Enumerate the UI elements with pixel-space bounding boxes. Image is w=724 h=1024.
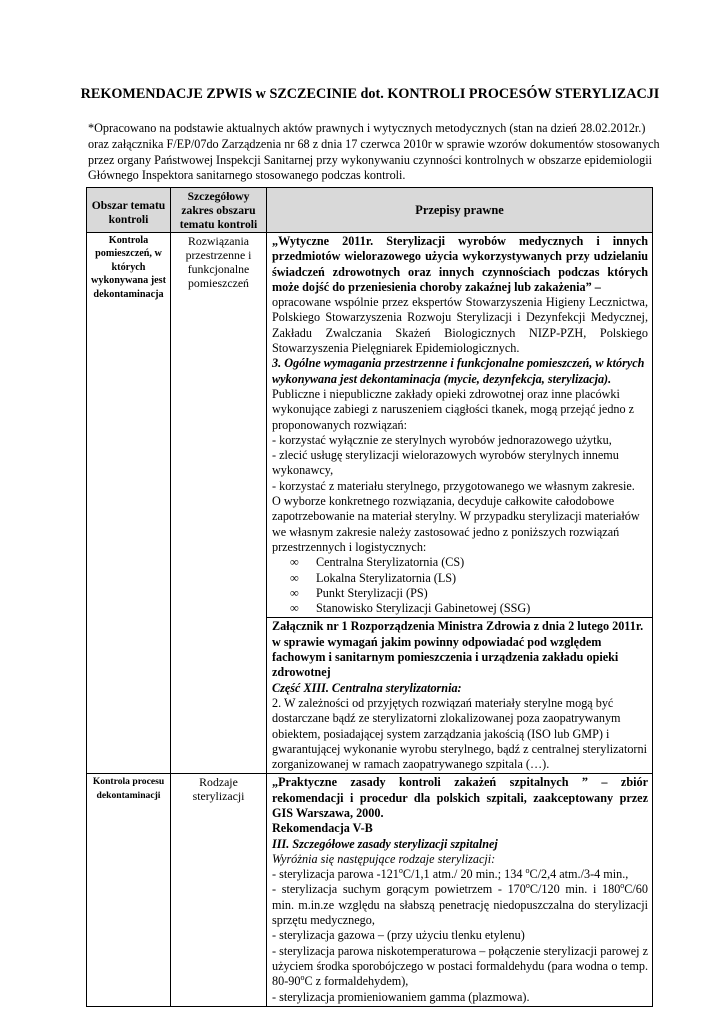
list-item: ∞ Lokalna Sterylizatornia (LS) xyxy=(290,570,457,585)
list-item: ∞ Punkt Sterylizacji (PS) xyxy=(290,585,428,600)
infinity-bullet-icon: ∞ xyxy=(290,585,299,600)
infinity-bullet-icon: ∞ xyxy=(290,601,299,616)
regulations-table xyxy=(86,187,653,1007)
sterilization-type: - sterylizacja gazowa – (przy użyciu tlenku etylenu) xyxy=(272,928,525,943)
row2-scope: Rodzaje sterylizacji xyxy=(171,774,267,1006)
row1-regulation-guidelines xyxy=(267,233,653,618)
sterilization-type: - sterylizacja suchym gorącym powietrzem - 170$^o$C/120 min. i 180$^o$C/60 min. m.in.ze względu na słabszą penetrację niedopuszczalna do sterylizacji sprzętu medycznego, xyxy=(272,881,648,928)
guidelines-option: - zlecić usługę sterylizacji wielorazowych wyrobów sterylnych innemu wykonawcy, xyxy=(272,448,619,478)
ordinance-section: Część XIII. Centralna sterylizatornia: xyxy=(272,680,462,695)
sterilization-type: - sterylizacja promieniowaniem gamma (plazmowa). xyxy=(272,989,530,1004)
guidelines-section: 3. Ogólne wymagania przestrzenne i funkcjonalne pomieszczeń, w których wykonywana jest dekontaminacja (mycie, dezynfekcja, sterylizacja). xyxy=(272,356,645,386)
sterilization-type: - sterylizacja parowa -121$^o$C/1,1 atm./ 20 min.; 134 $^o$C/2,4 atm./3-4 min., xyxy=(272,866,629,882)
recommendation-id: Rekomendacja V-B xyxy=(272,821,373,836)
infinity-bullet-icon: ∞ xyxy=(290,570,299,585)
recommendation-intro: Wyróżnia się następujące rodzaje sterylizacji: xyxy=(272,851,496,866)
guidelines-paragraph: Publiczne i niepubliczne zakłady opieki zdrowotnej oraz inne placówki wykonujące zabiegi z naruszeniem ciągłości tkanek, mogą przejąć jedno z proponowanych rozwiązań: xyxy=(272,386,635,432)
guidelines-authors: opracowane wspólnie przez ekspertów Stowarzyszenia Higieny Lecznictwa, Polskiego Stowarzyszenia Rozwoju Sterylizacji i Dezynfekcji Medycznej, Zakładu Zwalczania Skażeń Biologicznych NIZP-PZH, Polskiego Stowarzyszenia Pielęgniarek Epidemiologicznych. xyxy=(272,295,648,356)
header-regulations: Przepisy prawne xyxy=(267,188,653,233)
row1-area: Kontrola pomieszczeń, w których wykonywana jest dekontaminacja xyxy=(87,233,171,774)
header-scope: Szczegółowy zakres obszaru tematu kontroli xyxy=(171,188,267,233)
guidelines-paragraph: O wyborze konkretnego rozwiązania, decyduje całkowite całodobowe zapotrzebowanie na materiał sterylny. W przypadku sterylizacji materiałów we własnym zakresie należy zastosować jedno z poniższych rozwiązań przestrzennych i logistycznych: xyxy=(272,494,640,554)
sterilization-type: - sterylizacja parowa niskotemperaturowa – połączenie sterylizacji parowej z użyciem środka sporobójczego w postaci formaldehydu (para wodna o temp. 80-90$^o$C z formaldehydem), xyxy=(272,943,648,989)
list-item: ∞ Stanowisko Sterylizacji Gabinetowej (SSG) xyxy=(290,601,531,616)
guidelines-title: „Wytyczne 2011r. Sterylizacji wyrobów medycznych i innych przedmiotów wielorazowego użycia wykorzystywanych przy udzielaniu świadczeń zdrowotnych oraz innych czynnościach podczas których może dojść do przeniesienia choroby zakaźnej lub zakażenia” – xyxy=(272,234,648,294)
recommendation-section: III. Szczegółowe zasady sterylizacji szpitalnej xyxy=(272,836,498,851)
row1-regulation-ordinance xyxy=(267,618,653,774)
guidelines-option: - korzystać z materiału sterylnego, przygotowanego we własnym zakresie. xyxy=(272,478,635,493)
row1-scope: Rozwiązania przestrzenne i funkcjonalne pomieszczeń xyxy=(171,233,267,774)
table-header-row xyxy=(87,188,653,233)
document-intro: *Opracowano na podstawie aktualnych aktów prawnych i wytycznych metodycznych (stan na dzień 28.02.2012r.) oraz załącznika F/EP/07do Zarządzenia nr 68 z dnia 17 czerwca 2010r w sprawie wzorów dokumentów stosowanych przez organy Państwowej Inspekcji Sanitarnej przy wykonywaniu czynności kontrolnych w obszarze epidemiologii Głównego Inspektora sanitarnego stosowanego podczas kontroli. xyxy=(88,121,660,183)
header-area: Obszar tematu kontroli xyxy=(87,188,171,233)
row2-area: Kontrola procesu dekontaminacji xyxy=(87,774,171,1006)
ordinance-paragraph: 2. W zależności od przyjętych rozwiązań materiały sterylne mogą być dostarczane bądź ze sterylizatorni zlokalizowanej poza zaopatrywanym obiektem, posiadającej system zarządzania jakością (ISO lub GMP) i gwarantującej wykonanie wyrobu sterylnego, bądź z centralnej sterylizatorni zorganizowanej w ramach zaopatrywanego szpitala (…). xyxy=(272,695,647,772)
sterilization-units-list xyxy=(272,555,648,616)
infinity-bullet-icon: ∞ xyxy=(290,555,299,570)
table-row xyxy=(87,774,653,1006)
document-title: REKOMENDACJE ZPWIS w SZCZECINIE dot. KONTROLI PROCESÓW STERYLIZACJI xyxy=(80,86,660,102)
guidelines-option: - korzystać wyłącznie ze sterylnych wyrobów jednorazowego użytku, xyxy=(272,432,612,447)
row2-regulation xyxy=(267,774,653,1006)
list-item: ∞ Centralna Sterylizatornia (CS) xyxy=(290,555,465,570)
ordinance-title: Załącznik nr 1 Rozporządzenia Ministra Zdrowia z dnia 2 lutego 2011r. w sprawie wymagań jakim powinny odpowiadać pod względem fachowym i sanitarnym pomieszczenia i urządzenia zakładu opieki zdrowotnej xyxy=(272,619,644,680)
table-row xyxy=(87,233,653,618)
recommendations-title: „Praktyczne zasady kontroli zakażeń szpitalnych ” – zbiór rekomendacji i procedur dla polskich szpitali, zaakceptowany przez GIS Warszawa, 2000. xyxy=(272,775,648,820)
